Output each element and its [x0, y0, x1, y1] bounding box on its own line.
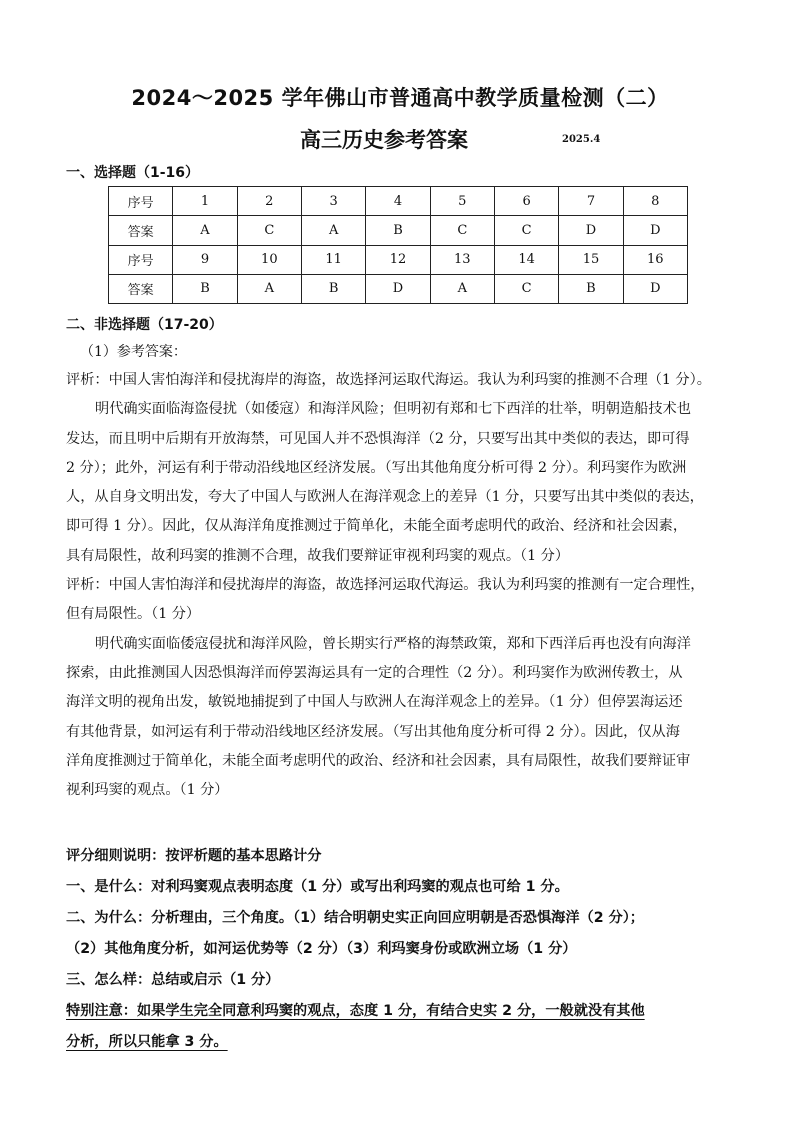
- answer-table-cell: D: [366, 274, 430, 303]
- page-subtitle: 高三历史参考答案: [300, 128, 468, 152]
- answer-table-cell: C: [430, 216, 494, 245]
- grading-line: 评分细则说明：按评析题的基本思路计分: [66, 848, 322, 864]
- answer-table-cell: 10: [237, 245, 301, 274]
- subtitle-row: [0, 124, 800, 154]
- answer-table-cell: 7: [559, 187, 623, 216]
- answer-table-cell: 14: [494, 245, 558, 274]
- answer-table-cell: C: [494, 216, 558, 245]
- grading-line: 二、为什么：分析理由，三个角度。（1）结合明朝史实正向回应明朝是否恐惧海洋（2 分）；: [66, 910, 644, 926]
- answer-table: [108, 186, 688, 304]
- grading-line: 三、怎么样：总结或启示（1 分）: [66, 972, 280, 988]
- answer-table-cell: 11: [301, 245, 365, 274]
- answer-table-cell: B: [301, 274, 365, 303]
- answer-table-cell: 1: [173, 187, 237, 216]
- grading-rules: [66, 841, 746, 1058]
- row-header-cell: 答案: [109, 216, 173, 245]
- answer-line: 人，从自身文明出发，夸大了中国人与欧洲人在海洋观念上的差异（1 分，只要写出其中类似的表达，: [66, 489, 704, 506]
- answer-table-cell: 6: [494, 187, 558, 216]
- special-note-line: 分析，所以只能拿 3 分。: [66, 1034, 228, 1050]
- answer-table-cell: A: [173, 216, 237, 245]
- answer-table-cell: 16: [623, 245, 687, 274]
- question1-label: （1）参考答案：: [80, 344, 187, 360]
- answer-table-row: [109, 216, 688, 245]
- answer-table-cell: D: [623, 274, 687, 303]
- section2-heading: 二、非选择题（17-20）: [66, 317, 223, 333]
- grading-line: 一、是什么：对利玛窦观点表明态度（1 分）或写出利玛窦的观点也可给 1 分。: [66, 879, 569, 895]
- answer-table-cell: 8: [623, 187, 687, 216]
- answer-line: 具有局限性，故利玛窦的推测不合理，故我们要辩证审视利玛窦的观点。（1 分）: [66, 547, 570, 564]
- answer-table-cell: B: [366, 216, 430, 245]
- answer-table-row: [109, 274, 688, 303]
- answer-table-cell: C: [494, 274, 558, 303]
- answer-line: 有其他背景，如河运有利于带动沿线地区经济发展。（写出其他角度分析可得 2 分）。因此，仅从海: [66, 723, 680, 740]
- answer-table-cell: A: [301, 216, 365, 245]
- row-header-cell: 答案: [109, 274, 173, 303]
- answer-line: 探索，由此推测国人因恐惧海洋而停罢海运具有一定的合理性（2 分）。利玛窦作为欧洲传教士，从: [66, 664, 683, 681]
- answer-table-cell: 9: [173, 245, 237, 274]
- answer-table-row: [109, 245, 688, 274]
- answer-line: 即可得 1 分）。因此，仅从海洋角度推测过于简单化，未能全面考虑明代的政治、经济和社会因素，: [66, 518, 688, 535]
- answer-table-cell: 12: [366, 245, 430, 274]
- reference-answer: [66, 366, 742, 805]
- answer-table-cell: A: [237, 274, 301, 303]
- answer-table-cell: 13: [430, 245, 494, 274]
- exam-date: 2025.4: [562, 134, 601, 145]
- answer-line: 视利玛窦的观点。（1 分）: [66, 782, 229, 799]
- answer-table-cell: 4: [366, 187, 430, 216]
- answer-table-cell: 15: [559, 245, 623, 274]
- answer-table-cell: 3: [301, 187, 365, 216]
- answer-table-cell: C: [237, 216, 301, 245]
- answer-line: 评析：中国人害怕海洋和侵扰海岸的海盗，故选择河运取代海运。我认为利玛窦的推测不合理（1 分）。: [66, 372, 711, 388]
- grading-line: （2）其他角度分析，如河运优势等（2 分）（3）利玛窦身份或欧洲立场（1 分）: [66, 941, 577, 957]
- answer-table-cell: 2: [237, 187, 301, 216]
- answer-line: 洋角度推测过于简单化，未能全面考虑明代的政治、经济和社会因素，具有局限性，故我们要辩证审: [66, 752, 691, 769]
- row-header-cell: 序号: [109, 245, 173, 274]
- row-header-cell: 序号: [109, 187, 173, 216]
- answer-line: 但有局限性。（1 分）: [66, 606, 201, 623]
- answer-table-cell: B: [559, 274, 623, 303]
- answer-table-row: [109, 187, 688, 216]
- page-title: 2024～2025 学年佛山市普通高中教学质量检测（二）: [131, 86, 669, 110]
- answer-line: 发达，而且明中后期有开放海禁，可见国人并不恐惧海洋（2 分，只要写出其中类似的表达，即可得: [66, 430, 690, 447]
- answer-table-cell: D: [559, 216, 623, 245]
- answer-table-cell: A: [430, 274, 494, 303]
- answer-line: 评析：中国人害怕海洋和侵扰海岸的海盗，故选择河运取代海运。我认为利玛窦的推测有一定合理性，: [66, 577, 705, 594]
- answer-line: 2 分）；此外，河运有利于带动沿线地区经济发展。（写出其他角度分析可得 2 分）。利玛窦作为欧洲: [66, 459, 687, 476]
- answer-table-cell: B: [173, 274, 237, 303]
- answer-line: 明代确实面临海盗侵扰（如倭寇）和海洋风险；但明初有郑和七下西洋的壮举，明朝造船技术也: [95, 401, 691, 418]
- answer-table-cell: D: [623, 216, 687, 245]
- answer-table-cell: 5: [430, 187, 494, 216]
- answer-line: 海洋文明的视角出发，敏锐地捕捉到了中国人与欧洲人在海洋观念上的差异。（1 分）但停罢海运还: [66, 694, 683, 711]
- section1-heading: 一、选择题（1-16）: [66, 165, 200, 181]
- answer-line: 明代确实面临倭寇侵扰和海洋风险，曾长期实行严格的海禁政策，郑和下西洋后再也没有向海洋: [95, 635, 691, 652]
- special-note-line: 特别注意：如果学生完全同意利玛窦的观点，态度 1 分，有结合史实 2 分，一般就没有其他: [66, 1003, 645, 1019]
